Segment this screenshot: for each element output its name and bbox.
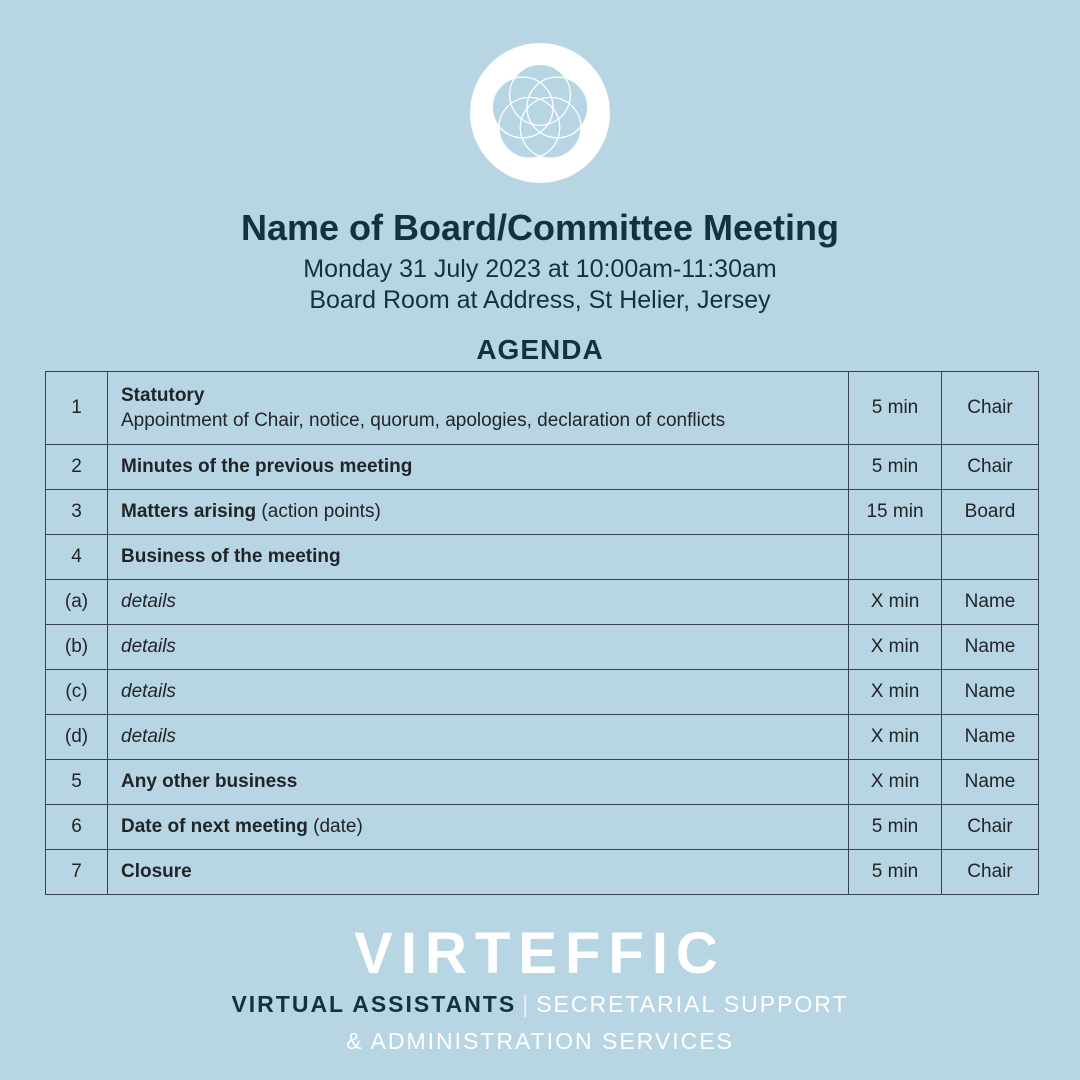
item-duration: 15 min	[849, 490, 942, 535]
item-title: Minutes of the previous meeting	[121, 456, 413, 477]
item-description	[108, 490, 849, 535]
table-row	[46, 850, 1039, 895]
item-description	[108, 760, 849, 805]
table-row	[46, 715, 1039, 760]
item-duration: X min	[849, 580, 942, 625]
table-row	[46, 372, 1039, 445]
item-owner: Chair	[942, 372, 1039, 445]
table-row	[46, 490, 1039, 535]
item-duration: 5 min	[849, 805, 942, 850]
item-owner: Name	[942, 580, 1039, 625]
item-owner: Chair	[942, 805, 1039, 850]
table-row	[46, 535, 1039, 580]
virteffic-flower-logo-icon	[470, 43, 610, 183]
item-description	[108, 670, 849, 715]
item-detail: Appointment of Chair, notice, quorum, apologies, declaration of conflicts	[121, 409, 726, 431]
item-number: (d)	[46, 715, 108, 760]
logo-graphic	[470, 43, 610, 183]
meeting-details	[0, 254, 1080, 316]
item-description	[108, 535, 849, 580]
item-title: details	[121, 636, 176, 657]
brand-tagline	[0, 991, 1080, 1018]
item-number: 2	[46, 445, 108, 490]
item-title: details	[121, 591, 176, 612]
item-duration: X min	[849, 760, 942, 805]
item-number: 6	[46, 805, 108, 850]
item-detail: (date)	[307, 816, 363, 837]
tagline-rest: SECRETARIAL SUPPORT	[536, 991, 849, 1017]
item-duration: X min	[849, 715, 942, 760]
table-row	[46, 580, 1039, 625]
item-description	[108, 580, 849, 625]
table-row	[46, 760, 1039, 805]
item-duration: 5 min	[849, 445, 942, 490]
item-duration: 5 min	[849, 372, 942, 445]
table-row	[46, 805, 1039, 850]
item-duration: X min	[849, 670, 942, 715]
item-duration: 5 min	[849, 850, 942, 895]
item-detail: (action points)	[256, 501, 381, 522]
meeting-location-line: Board Room at Address, St Helier, Jersey	[309, 286, 771, 314]
table-row	[46, 625, 1039, 670]
item-duration	[849, 535, 942, 580]
item-owner	[942, 535, 1039, 580]
item-duration: X min	[849, 625, 942, 670]
item-number: 1	[46, 372, 108, 445]
item-title: Statutory	[121, 384, 205, 406]
item-number: (b)	[46, 625, 108, 670]
item-owner: Name	[942, 625, 1039, 670]
item-title: Closure	[121, 861, 192, 882]
item-title: Matters arising	[121, 501, 257, 522]
agenda-heading: AGENDA	[476, 334, 604, 365]
tagline-bold: VIRTUAL ASSISTANTS	[231, 991, 517, 1017]
item-title: Date of next meeting	[121, 816, 308, 837]
item-description	[108, 715, 849, 760]
item-number: 7	[46, 850, 108, 895]
item-description	[108, 850, 849, 895]
item-number: (c)	[46, 670, 108, 715]
item-description	[108, 805, 849, 850]
agenda-table	[45, 371, 1039, 895]
item-number: 4	[46, 535, 108, 580]
table-row	[46, 445, 1039, 490]
item-title: Business of the meeting	[121, 546, 341, 567]
item-owner: Chair	[942, 445, 1039, 490]
brand-wordmark: VIRTEFFIC	[354, 921, 726, 986]
item-owner: Name	[942, 760, 1039, 805]
item-title: Any other business	[121, 771, 298, 792]
item-owner: Name	[942, 715, 1039, 760]
item-number: 5	[46, 760, 108, 805]
table-row	[46, 670, 1039, 715]
brand-tagline-line2: & ADMINISTRATION SERVICES	[346, 1028, 734, 1054]
item-description	[108, 372, 849, 445]
item-description	[108, 445, 849, 490]
item-owner: Name	[942, 670, 1039, 715]
tagline-separator: |	[522, 991, 531, 1017]
item-owner: Chair	[942, 850, 1039, 895]
item-number: 3	[46, 490, 108, 535]
item-title: details	[121, 726, 176, 747]
item-number: (a)	[46, 580, 108, 625]
item-title: details	[121, 681, 176, 702]
item-description	[108, 625, 849, 670]
meeting-date-line: Monday 31 July 2023 at 10:00am-11:30am	[303, 255, 777, 283]
meeting-title: Name of Board/Committee Meeting	[240, 207, 840, 248]
item-owner: Board	[942, 490, 1039, 535]
